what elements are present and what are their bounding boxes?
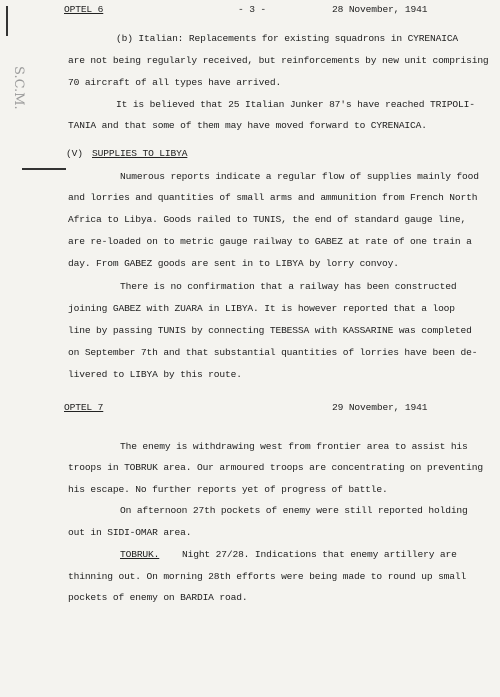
section-number: (V) [66, 148, 83, 159]
margin-rule [22, 168, 66, 170]
text-line: line by passing TUNIS by connecting TEBESSA with KASSARINE was completed [68, 325, 472, 336]
text-line: his escape. No further reports yet of progress of battle. [68, 484, 388, 495]
margin-bar-top [6, 6, 8, 36]
text-line: are not being regularly received, but reinforcements by new unit comprising [68, 55, 489, 66]
doc-date-2: 29 November, 1941 [332, 402, 428, 413]
doc-date: 28 November, 1941 [332, 4, 428, 15]
text-line: 70 aircraft of all types have arrived. [68, 77, 282, 88]
section-heading: SUPPLIES TO LIBYA [92, 148, 188, 159]
doc-ref-2: OPTEL 7 [64, 402, 104, 413]
text-line: livered to LIBYA by this route. [68, 369, 242, 380]
text-line: joining GABEZ with ZUARA in LIBYA. It is however reported that a loop [68, 303, 455, 314]
text-line: The enemy is withdrawing west from frontier area to assist his [120, 441, 468, 452]
text-line: Numerous reports indicate a regular flow of supplies mainly food [120, 171, 479, 182]
text-line: pockets of enemy on BARDIA road. [68, 592, 248, 603]
text-line: It is believed that 25 Italian Junker 87's have reached TRIPOLI- [116, 99, 475, 110]
page-number: - 3 - [238, 4, 267, 15]
text-line: on September 7th and that substantial quantities of lorries have been de- [68, 347, 478, 358]
text-line: and lorries and quantities of small arms and ammunition from French North [68, 192, 478, 203]
doc-ref: OPTEL 6 [64, 4, 104, 15]
pencil-annotation: S.C.M. [11, 66, 26, 110]
text-line: There is no confirmation that a railway has been constructed [120, 281, 457, 292]
text-line: day. From GABEZ goods are sent in to LIBYA by lorry convoy. [68, 258, 399, 269]
text-line: Africa to Libya. Goods railed to TUNIS, the end of standard gauge line, [68, 214, 467, 225]
tobruk-label: TOBRUK. [120, 549, 160, 560]
text-line: thinning out. On morning 28th efforts were being made to round up small [68, 571, 467, 582]
text-line: On afternoon 27th pockets of enemy were still reported holding [120, 505, 468, 516]
text-line: troops in TOBRUK area. Our armoured troops are concentrating on preventing [68, 462, 483, 473]
text-line: out in SIDI-OMAR area. [68, 527, 192, 538]
text-line: Night 27/28. Indications that enemy artillery are [182, 549, 457, 560]
text-line: are re-loaded on to metric gauge railway to GABEZ at rate of one train a [68, 236, 472, 247]
text-line: (b) Italian: Replacements for existing squadrons in CYRENAICA [116, 33, 459, 44]
text-line: TANIA and that some of them may have moved forward to CYRENAICA. [68, 120, 427, 131]
